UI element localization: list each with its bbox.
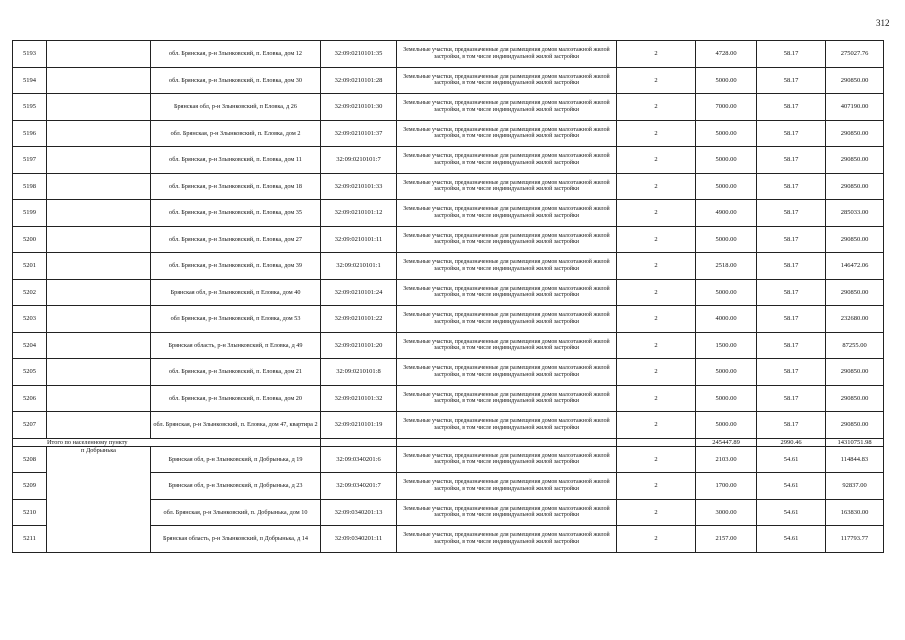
cadastral-number: 32:09:0210101:37 [321,120,397,147]
area-value: 4000.00 [696,306,757,333]
blank-cell [47,359,151,386]
total-row [13,438,884,446]
table-row [13,120,884,147]
area-value: 5000.00 [696,173,757,200]
cadastral-number: 32:09:0210101:12 [321,200,397,227]
cadastral-value: 114844.83 [826,446,884,473]
group-number: 2 [617,306,696,333]
rate-value: 58.17 [757,41,826,68]
group-number: 2 [617,173,696,200]
area-value: 4900.00 [696,200,757,227]
permitted-use: Земельные участки, предназначенные для размещения домов малоэтажной жилой застройки, в том числе индивидуальной жилой застройки [397,41,617,68]
row-number: 5209 [13,473,47,500]
address-cell: Брянская обл, р-н Злынковский, п Еловка, дом 40 [151,279,321,306]
cadastral-number: 32:09:0210101:20 [321,332,397,359]
area-value: 5000.00 [696,120,757,147]
row-number: 5193 [13,41,47,68]
table-row [13,306,884,333]
cadastral-value: 92837.00 [826,473,884,500]
cadastral-number: 32:09:0340201:11 [321,526,397,553]
row-number: 5197 [13,147,47,174]
cadastral-number: 32:09:0210101:33 [321,173,397,200]
cadastral-number: 32:09:0210101:19 [321,412,397,439]
cadastral-number: 32:09:0340201:13 [321,499,397,526]
cadastral-value: 87255.00 [826,332,884,359]
row-number: 5208 [13,446,47,473]
cadastral-value: 290850.00 [826,385,884,412]
blank-cell [47,385,151,412]
cadastral-value: 290850.00 [826,147,884,174]
area-value: 4728.00 [696,41,757,68]
group-number: 2 [617,412,696,439]
group-number: 2 [617,332,696,359]
cadastral-number: 32:09:0210101:28 [321,67,397,94]
row-number: 5203 [13,306,47,333]
permitted-use: Земельные участки, предназначенные для размещения домов малоэтажной жилой застройки, в том числе индивидуальной жилой застройки [397,306,617,333]
area-value: 1700.00 [696,473,757,500]
table-row [13,147,884,174]
rate-value: 54.61 [757,526,826,553]
group-number: 2 [617,226,696,253]
rate-value: 58.17 [757,173,826,200]
cadastral-value: 407190.00 [826,94,884,121]
total-area: 245447.89 [696,438,757,446]
rate-value: 58.17 [757,200,826,227]
total-rate: 2990.46 [757,438,826,446]
cadastral-value: 290850.00 [826,279,884,306]
rate-value: 54.61 [757,446,826,473]
permitted-use: Земельные участки, предназначенные для размещения домов малоэтажной жилой застройки, в том числе индивидуальной жилой застройки [397,279,617,306]
rate-value: 58.17 [757,332,826,359]
rate-value: 58.17 [757,94,826,121]
area-value: 3000.00 [696,499,757,526]
table-row [13,67,884,94]
cadastral-value: 290850.00 [826,67,884,94]
cadastral-number: 32:09:0210101:7 [321,147,397,174]
cadastral-value-table [12,40,884,553]
rate-value: 58.17 [757,226,826,253]
row-number: 5204 [13,332,47,359]
area-value: 5000.00 [696,226,757,253]
blank-cell [47,332,151,359]
rate-value: 58.17 [757,253,826,280]
row-number: 5202 [13,279,47,306]
group-number: 2 [617,200,696,227]
group-number: 2 [617,526,696,553]
blank-cell [47,226,151,253]
blank-cell [47,147,151,174]
rate-value: 58.17 [757,279,826,306]
area-value: 1500.00 [696,332,757,359]
group-number: 2 [617,279,696,306]
blank-cell [47,94,151,121]
area-value: 5000.00 [696,147,757,174]
table-row [13,359,884,386]
cadastral-value: 290850.00 [826,120,884,147]
row-number: 5198 [13,173,47,200]
address-cell: обл. Брянская, р-н Злынковский, п. Еловка, дом 47, квартира 2 [151,412,321,439]
address-cell: обл. Брянская, р-н Злынковский, п. Еловка, дом 30 [151,67,321,94]
blank-cell [47,120,151,147]
total-value: 14310751.98 [826,438,884,446]
area-value: 5000.00 [696,279,757,306]
row-number: 5199 [13,200,47,227]
cadastral-number: 32:09:0210101:8 [321,359,397,386]
group-number: 2 [617,499,696,526]
table-row [13,41,884,68]
address-cell: обл. Брянская, р-н Злынковский, п. Еловка, дом 18 [151,173,321,200]
address-cell: обл. Брянская, р-н Злынковский, п. Еловка, дом 35 [151,200,321,227]
cadastral-number: 32:09:0340201:6 [321,446,397,473]
blank-cell [47,200,151,227]
group-number: 2 [617,94,696,121]
cadastral-value: 290850.00 [826,359,884,386]
address-cell: обл. Брянская, р-н Злынковский, п. Еловка, дом 12 [151,41,321,68]
cadastral-value: 290850.00 [826,173,884,200]
group-number: 2 [617,120,696,147]
permitted-use: Земельные участки, предназначенные для размещения домов малоэтажной жилой застройки, в том числе индивидуальной жилой застройки [397,147,617,174]
table-row [13,226,884,253]
group-number: 2 [617,473,696,500]
address-cell: обл. Брянская, р-н Злынковский, п. Еловка, дом 20 [151,385,321,412]
area-value: 2157.00 [696,526,757,553]
cadastral-value: 285033.00 [826,200,884,227]
rate-value: 58.17 [757,306,826,333]
table-row [13,279,884,306]
table-row [13,332,884,359]
row-number: 5201 [13,253,47,280]
rate-value: 58.17 [757,147,826,174]
permitted-use: Земельные участки, предназначенные для размещения домов малоэтажной жилой застройки, в том числе индивидуальной жилой застройки [397,473,617,500]
table-row [13,94,884,121]
area-value: 5000.00 [696,385,757,412]
row-number: 5207 [13,412,47,439]
group-number: 2 [617,253,696,280]
address-cell: Брянская область, р-н Злынковский, п Еловка, д 49 [151,332,321,359]
rate-value: 58.17 [757,359,826,386]
page-number: 312 [876,18,890,28]
address-cell: Брянская обл, р-н Злынковский, п Добрынька, д 23 [151,473,321,500]
blank-cell [47,41,151,68]
table-row [13,253,884,280]
table-row [13,173,884,200]
rate-value: 58.17 [757,412,826,439]
table-row [13,412,884,439]
area-value: 5000.00 [696,412,757,439]
rate-value: 54.61 [757,473,826,500]
permitted-use: Земельные участки, предназначенные для размещения домов малоэтажной жилой застройки, в том числе индивидуальной жилой застройки [397,385,617,412]
settlement-name: п Добрынька [47,446,151,552]
table-row [13,200,884,227]
table-body-dobrynka [13,446,884,552]
cadastral-number: 32:09:0340201:7 [321,473,397,500]
cadastral-value: 290850.00 [826,226,884,253]
row-number: 5206 [13,385,47,412]
permitted-use: Земельные участки, предназначенные для размещения домов малоэтажной жилой застройки, в том числе индивидуальной жилой застройки [397,499,617,526]
permitted-use: Земельные участки, предназначенные для размещения домов малоэтажной жилой застройки, в том числе индивидуальной жилой застройки [397,67,617,94]
cadastral-number: 32:09:0210101:35 [321,41,397,68]
total-label: Итого по населенному пункту [13,438,321,446]
permitted-use: Земельные участки, предназначенные для размещения домов малоэтажной жилой застройки, в том числе индивидуальной жилой застройки [397,412,617,439]
table-row [13,446,884,473]
table-row [13,385,884,412]
rate-value: 54.61 [757,499,826,526]
group-number: 2 [617,446,696,473]
area-value: 5000.00 [696,359,757,386]
address-cell: обл. Брянская, р-н Злынковский, п. Еловка, дом 11 [151,147,321,174]
row-number: 5194 [13,67,47,94]
cadastral-number: 32:09:0210101:11 [321,226,397,253]
address-cell: обл. Брянская, р-н Злынковский, п. Добрынька, дом 10 [151,499,321,526]
table-body-elovka [13,41,884,439]
permitted-use: Земельные участки, предназначенные для размещения домов малоэтажной жилой застройки, в том числе индивидуальной жилой застройки [397,173,617,200]
cadastral-value: 232680.00 [826,306,884,333]
address-cell: Брянская область, р-н Злынковский, п Добрынька, д 14 [151,526,321,553]
area-value: 5000.00 [696,67,757,94]
cadastral-value: 117793.77 [826,526,884,553]
address-cell: Брянская обл, р-н Злынковский, п Добрынька, д 19 [151,446,321,473]
total-row-group [13,438,884,446]
cadastral-value: 290850.00 [826,412,884,439]
permitted-use: Земельные участки, предназначенные для размещения домов малоэтажной жилой застройки, в том числе индивидуальной жилой застройки [397,120,617,147]
cadastral-value: 275027.76 [826,41,884,68]
rate-value: 58.17 [757,120,826,147]
blank-cell [47,412,151,439]
permitted-use: Земельные участки, предназначенные для размещения домов малоэтажной жилой застройки, в том числе индивидуальной жилой застройки [397,446,617,473]
row-number: 5210 [13,499,47,526]
area-value: 2103.00 [696,446,757,473]
address-cell: Брянская обл, р-н Злынковский, п Еловка, д 26 [151,94,321,121]
address-cell: обл. Брянская, р-н Злынковский, п. Еловка, дом 27 [151,226,321,253]
blank-cell [47,173,151,200]
rate-value: 58.17 [757,67,826,94]
group-number: 2 [617,67,696,94]
rate-value: 58.17 [757,385,826,412]
group-number: 2 [617,147,696,174]
permitted-use: Земельные участки, предназначенные для размещения домов малоэтажной жилой застройки, в том числе индивидуальной жилой застройки [397,359,617,386]
address-cell: обл. Брянская, р-н Злынковский, п. Еловка, дом 39 [151,253,321,280]
address-cell: обл Брянская, р-н Злынковский, п Еловка, дом 53 [151,306,321,333]
cadastral-number: 32:09:0210101:1 [321,253,397,280]
area-value: 7000.00 [696,94,757,121]
group-number: 2 [617,359,696,386]
group-number: 2 [617,385,696,412]
row-number: 5195 [13,94,47,121]
blank-cell [47,306,151,333]
permitted-use: Земельные участки, предназначенные для размещения домов малоэтажной жилой застройки, в том числе индивидуальной жилой застройки [397,253,617,280]
blank-cell [47,253,151,280]
address-cell: обл. Брянская, р-н Злынковский, п. Еловка, дом 21 [151,359,321,386]
row-number: 5200 [13,226,47,253]
cadastral-number: 32:09:0210101:30 [321,94,397,121]
group-number: 2 [617,41,696,68]
cadastral-number: 32:09:0210101:24 [321,279,397,306]
permitted-use: Земельные участки, предназначенные для размещения домов малоэтажной жилой застройки, в том числе индивидуальной жилой застройки [397,94,617,121]
permitted-use: Земельные участки, предназначенные для размещения домов малоэтажной жилой застройки, в том числе индивидуальной жилой застройки [397,526,617,553]
blank-cell [47,279,151,306]
permitted-use: Земельные участки, предназначенные для размещения домов малоэтажной жилой застройки, в том числе индивидуальной жилой застройки [397,332,617,359]
row-number: 5205 [13,359,47,386]
blank-cell [47,67,151,94]
area-value: 2518.00 [696,253,757,280]
cadastral-value: 146472.06 [826,253,884,280]
row-number: 5211 [13,526,47,553]
cadastral-number: 32:09:0210101:32 [321,385,397,412]
row-number: 5196 [13,120,47,147]
address-cell: обл. Брянская, р-н Злынковский, п. Еловка, дом 2 [151,120,321,147]
permitted-use: Земельные участки, предназначенные для размещения домов малоэтажной жилой застройки, в том числе индивидуальной жилой застройки [397,200,617,227]
cadastral-number: 32:09:0210101:22 [321,306,397,333]
permitted-use: Земельные участки, предназначенные для размещения домов малоэтажной жилой застройки, в том числе индивидуальной жилой застройки [397,226,617,253]
cadastral-value: 163830.00 [826,499,884,526]
